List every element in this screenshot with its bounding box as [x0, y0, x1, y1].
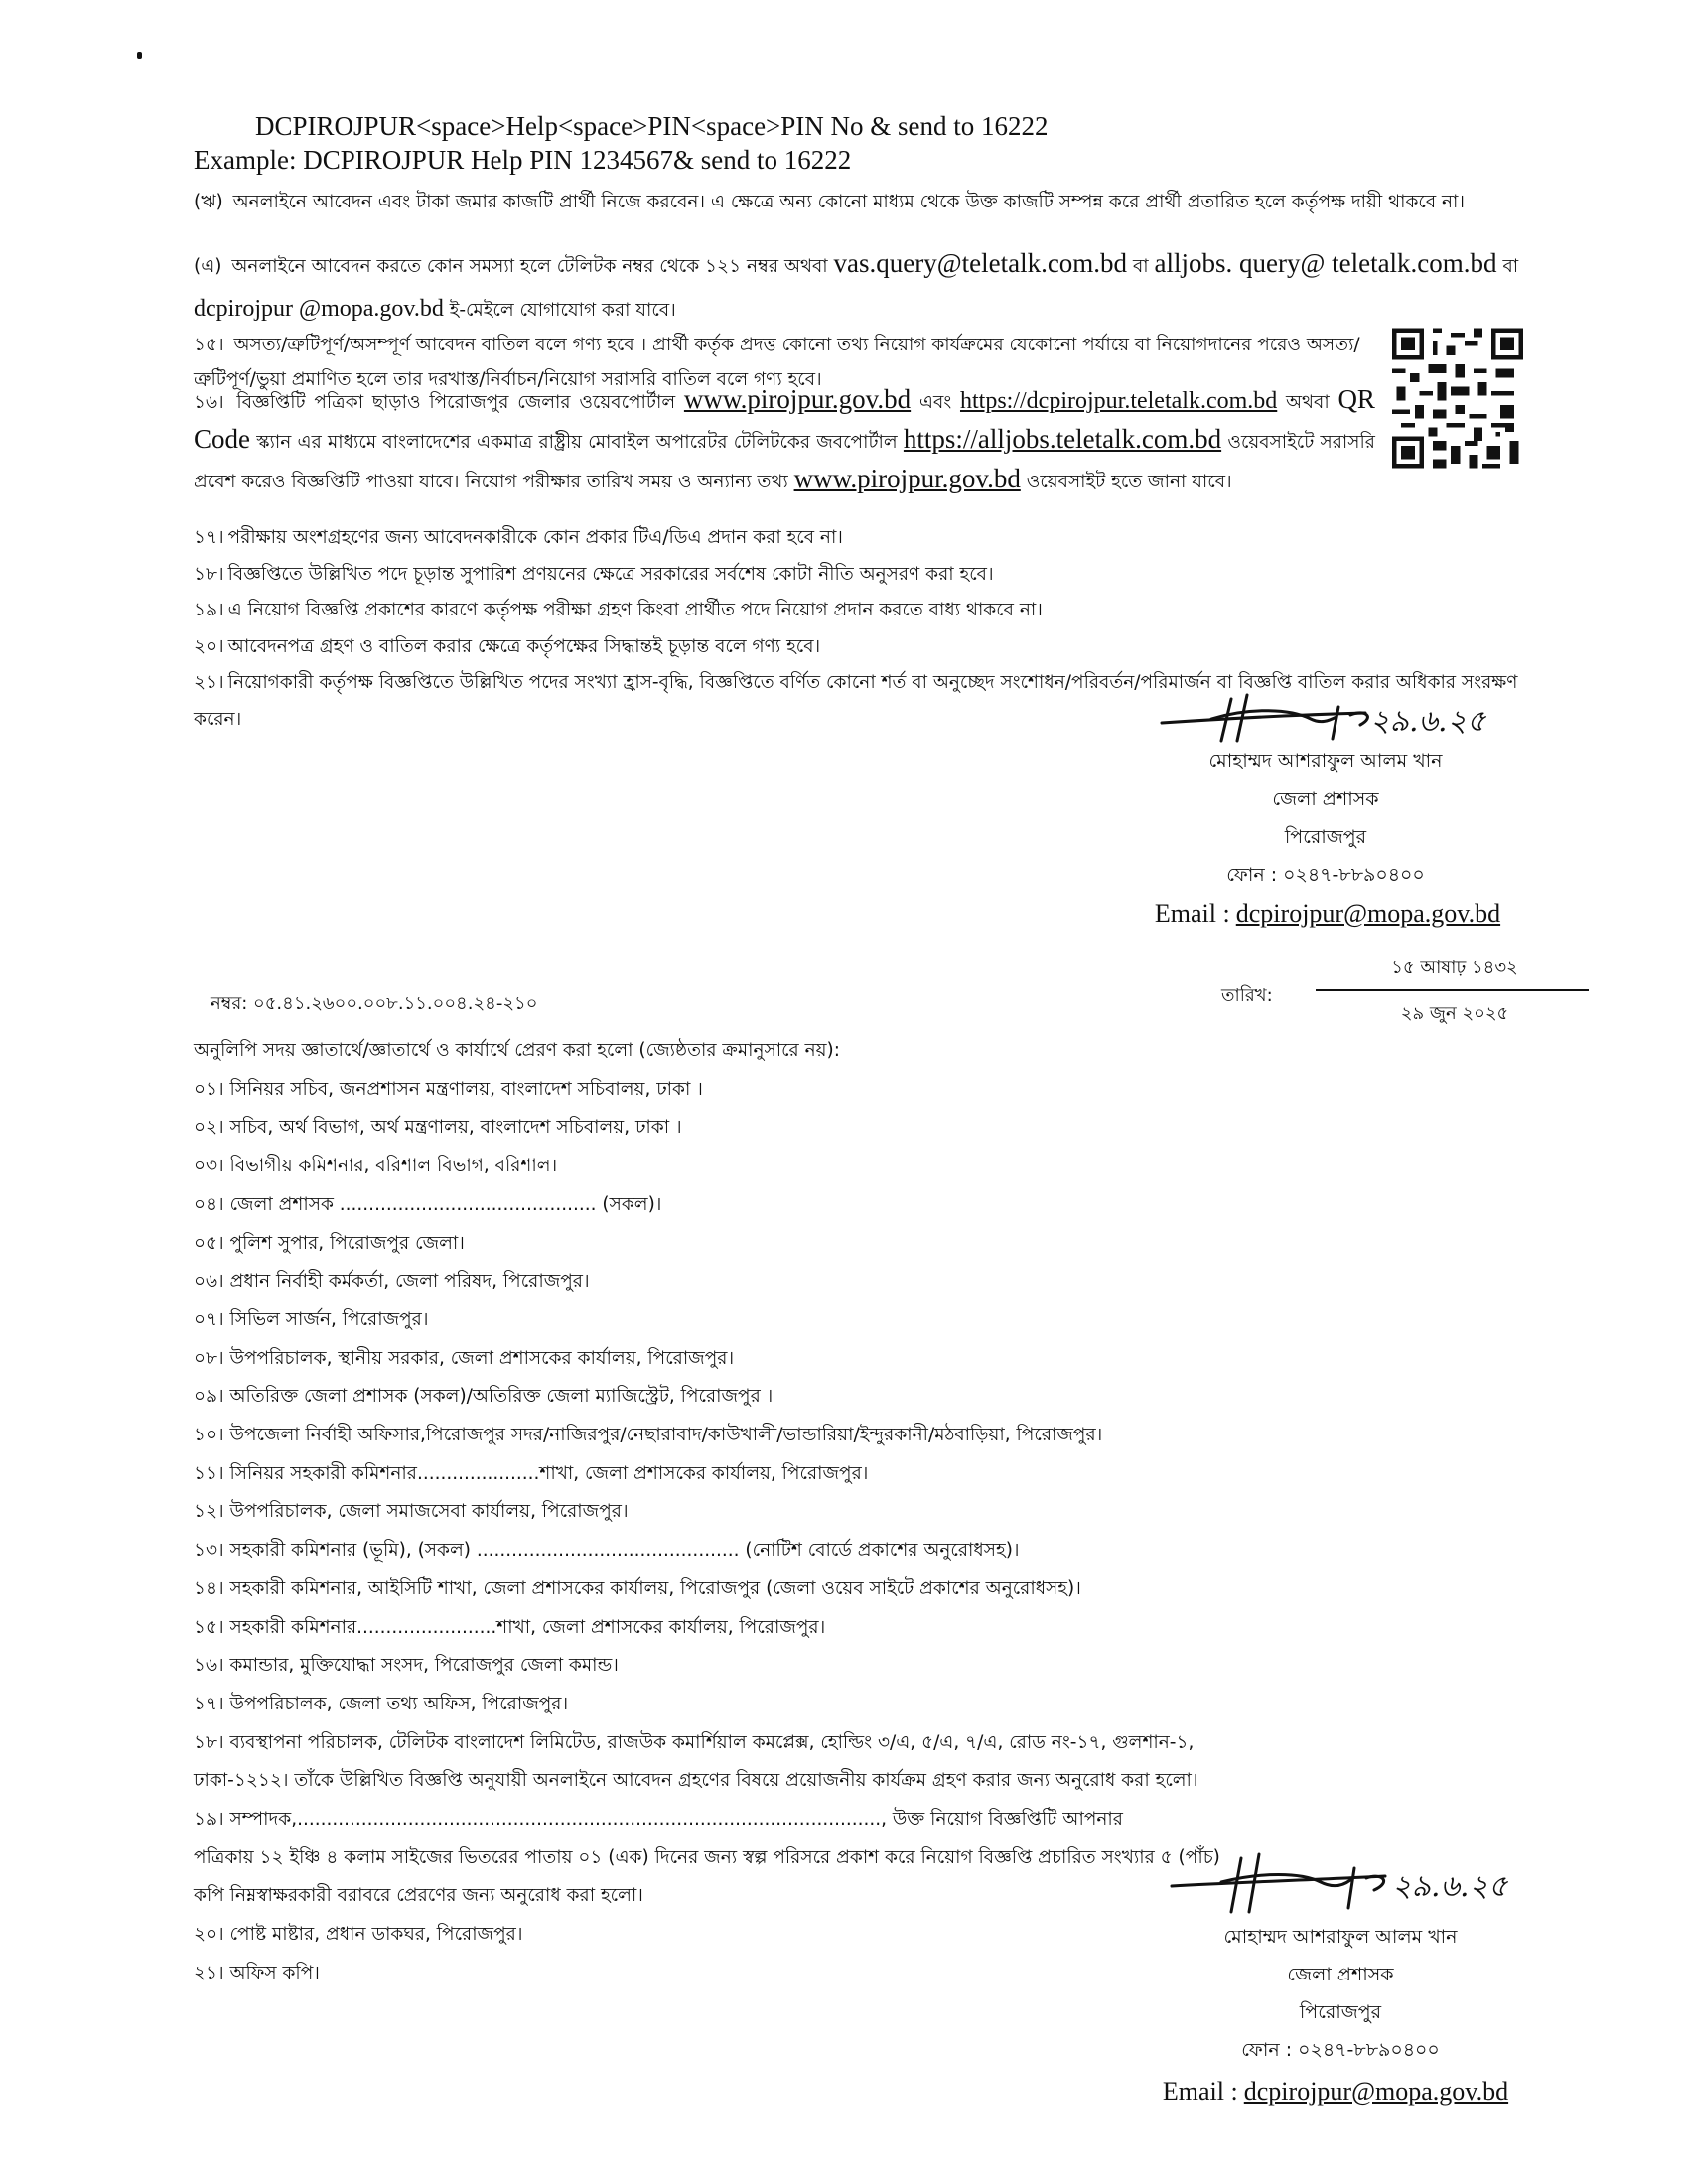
list-item: ১০। উপজেলা নির্বাহী অফিসার,পিরোজপুর সদর/নাজিরপুর/নেছারাবাদ/কাউখালী/ভান্ডারিয়া/ইন্দুরকানী/মঠবাড়িয়া, পিরোজপুর। [194, 1425, 1103, 1446]
item-21-text: নিয়োগকারী কর্তৃপক্ষ বিজ্ঞপ্তিতে উল্লিখিত পদের সংখ্যা হ্রাস-বৃদ্ধি, বিজ্ঞপ্তিতে বর্ণিত কোনো শর্ত বা অনুচ্ছেদ সংশোধন/পরিবর্তন/পরিমার্জন বা বিজ্ঞপ্তি বাতিল করার অধিকার সংরক্ষণ করেন। [194, 672, 1518, 730]
scan-dot [137, 52, 142, 59]
signatory-title: জেলা প্রশাসক [1272, 788, 1379, 810]
signatory-name: মোহাম্মদ আশরাফুল আলম খান [1223, 1926, 1458, 1948]
signatory-phone: ফোন : ০২৪৭-৮৮৯০৪০০ [1226, 864, 1425, 886]
list-item: ০৮। উপপরিচালক, স্থানীয় সরকার, জেলা প্রশাসকের কার্যালয়, পিরোজপুর। [194, 1347, 735, 1369]
item-20 [194, 629, 1584, 666]
alljobs-email[interactable]: alljobs. query@ teletalk.com.bd [1154, 248, 1497, 278]
signature-1-email-row [1104, 895, 1551, 935]
list-item: ০৪। জেলা প্রশাসক ............................................ (সকল)। [194, 1193, 662, 1215]
signature-1-date: ২৯.৬.২৫ [1370, 704, 1486, 739]
list-item: ১২। উপপরিচালক, জেলা সমাজসেবা কার্যালয়, পিরোজপুর। [194, 1501, 629, 1523]
sms-format-line: DCPIROJPUR<space>Help<space>PIN<space>PIN No & send to 16222 [255, 111, 1049, 141]
item-18 [194, 557, 1584, 594]
email-label: Email : [1154, 899, 1230, 928]
list-item: ১৪। সহকারী কমিশনার, আইসিটি শাখা, জেলা প্রশাসকের কার্যালয়, পিরোজপুর (জেলা ওয়েব সাইটে প্রকাশের অনুরোধসহ)। [194, 1577, 1081, 1599]
or-text-1: বা [1132, 256, 1149, 277]
sms-example-line: Example: DCPIROJPUR Help PIN 1234567& send to 16222 [194, 145, 852, 175]
list-item: ০৯। অতিরিক্ত জেলা প্রশাসক (সকল)/অতিরিক্ত জেলা ম্যাজিস্ট্রেট, পিরোজপুর । [194, 1386, 774, 1408]
item-16-number: ১৬। [194, 392, 224, 413]
list-item: ০৫। পুলিশ সুপার, পিরোজপুর জেলা। [194, 1232, 465, 1254]
alljobs-teletalk-link[interactable]: https://alljobs.teletalk.com.bd [903, 424, 1222, 454]
item-16-text-4: ওয়েবসাইটে সরাসরি প্রবেশ করেও বিজ্ঞপ্তিটি পাওয়া যাবে। নিয়োগ পরীক্ষার তারিখ সময় ও অন্যান্য তথ্য [194, 432, 1375, 492]
item-19-text: এ নিয়োগ বিজ্ঞপ্তি প্রকাশের কারণে কর্তৃপক্ষ পরীক্ষা গ্রহণ কিংবা প্রার্থীত পদে নিয়োগ প্রদান করতে বাধ্য থাকবে না। [227, 600, 1043, 620]
clause-c-text: অনলাইনে আবেদন করতে কোন সমস্যা হলে টেলিটক নম্বর থেকে ১২১ নম্বর অথবা [231, 256, 828, 277]
qr-code-label: QR Code [194, 384, 1375, 454]
signature-2-icon [1162, 1846, 1559, 1926]
item-16-text-5: ওয়েবসাইট হতে জানা যাবে। [1026, 472, 1232, 492]
list-item: ২১। অফিস কপি। [194, 1962, 320, 1983]
signatory-district: পিরোজপুর [1299, 2001, 1382, 2023]
email-label: Email : [1162, 2077, 1238, 2106]
or-text-2: বা [1502, 256, 1519, 277]
item-18-text: বিজ্ঞপ্তিতে উল্লিখিত পদে চূড়ান্ত সুপারিশ প্রণয়নের ক্ষেত্রে সরকারের সর্বশেষ কোটা নীতি অনুসরণ করা হবে। [227, 563, 994, 585]
signatory-email[interactable]: dcpirojpur@mopa.gov.bd [1235, 899, 1501, 928]
list-item: ১১। সিনিয়র সহকারী কমিশনার.....................শাখা, জেলা প্রশাসকের কার্যালয়, পিরোজপুর। [194, 1462, 869, 1484]
qr-code-icon[interactable] [1392, 328, 1523, 469]
list-item: ১৮। ব্যবস্থাপনা পরিচালক, টেলিটক বাংলাদেশ লিমিটেড, রাজউক কমার্শিয়াল কমপ্লেক্স, হোল্ডিং ৩/এ, ৫/এ, ৭/এ, রোড নং-১৭, গুলশান-১, [194, 1731, 1195, 1753]
pirojpur-website-link[interactable]: www.pirojpur.gov.bd [793, 464, 1021, 493]
signatory-name: মোহাম্মদ আশরাফুল আলম খান [1208, 751, 1443, 772]
list-item: ০৩। বিভাগীয় কমিশনার, বরিশাল বিভাগ, বরিশাল। [194, 1156, 558, 1177]
date-bangla: ১৫ আষাঢ় ১৪৩২ [1391, 957, 1518, 978]
memo-number: নম্বর: ০৫.৪১.২৬০০.০০৮.১১.০০৪.২৪-২১০ [211, 993, 538, 1014]
clause-c-number: (এ) [194, 256, 222, 277]
copy-list-intro: অনুলিপি সদয় জ্ঞাতার্থে/জ্ঞাতার্থে ও কার্যার্থে প্রেরণ করা হলো (জ্যেষ্ঠতার ক্রমানুসারে নয়): [194, 1040, 841, 1061]
item-19 [194, 593, 1584, 629]
item-16-text-2: অথবা [1286, 392, 1330, 413]
list-item: ০৬। প্রধান নির্বাহী কর্মকর্তা, জেলা পরিষদ, পিরোজপুর। [194, 1271, 590, 1293]
item-15-text: অসত্য/ত্রুটিপূর্ণ/অসম্পূর্ণ আবেদন বাতিল বলে গণ্য হবে । প্রার্থী কর্তৃক প্রদত্ত কোনো তথ্য নিয়োগ কার্যক্রমের যেকোনো পর্যায়ে বা নিয়োগদানের পরেও অসত্য/ত্রুটিপূর্ণ/ভুয়া প্রমাণিত হলে তার দরখাস্ত/নির্বাচন/নিয়োগ সরাসরি বাতিল বলে গণ্য হবে। [194, 335, 1360, 390]
list-item: ০২। সচিব, অর্থ বিভাগ, অর্থ মন্ত্রণালয়, বাংলাদেশ সচিবালয়, ঢাকা । [194, 1117, 682, 1139]
signature-2-date: ২৯.৬.২৫ [1392, 1869, 1508, 1904]
teletalk-vas-email[interactable]: vas.query@teletalk.com.bd [833, 248, 1128, 278]
item-21-number: ২১। [194, 672, 224, 693]
clause-c-tail: ই-মেইলে যোগাযোগ করা যাবে। [449, 300, 676, 321]
item-17 [194, 520, 1584, 557]
list-item: ১৫। সহকারী কমিশনার........................শাখা, জেলা প্রশাসকের কার্যালয়, পিরোজপুর। [194, 1616, 826, 1638]
signature-2-email-row [1107, 2073, 1564, 2113]
list-item: ১৩। সহকারী কমিশনার (ভূমি), (সকল) ............................................. (নোটিশ বোর্ডে প্রকাশের অনুরোধসহ)। [194, 1540, 1020, 1562]
list-item: পত্রিকায় ১২ ইঞ্চি ৪ কলাম সাইজের ভিতরের পাতায় ০১ (এক) দিনের জন্য স্বল্প পরিসরে প্রকাশ করে নিয়োগ বিজ্ঞপ্তি প্রচারিত সংখ্যার ৫ (পাঁচ) [194, 1846, 1220, 1868]
item-20-number: ২০। [194, 635, 224, 657]
date-label: তারিখ: [1221, 985, 1273, 1006]
list-item: কপি নিম্নস্বাক্ষরকারী বরাবরে প্রেরণের জন্য অনুরোধ করা হলো। [194, 1885, 643, 1907]
item-19-number: ১৯। [194, 600, 224, 620]
signatory-phone: ফোন : ০২৪৭-৮৮৯০৪০০ [1241, 2039, 1440, 2061]
item-16 [194, 381, 1375, 500]
dcpirojpur-teletalk-link[interactable]: https://dcpirojpur.teletalk.com.bd [959, 388, 1278, 414]
signature-2-block [1142, 1918, 1539, 2069]
clause-b [194, 185, 1544, 219]
signatory-district: পিরোজপুর [1284, 826, 1367, 848]
list-item: ২০। পোষ্ট মাষ্টার, প্রধান ডাকঘর, পিরোজপুর। [194, 1924, 523, 1946]
item-16-text-3: স্ক্যান এর মাধ্যমে বাংলাদেশের একমাত্র রাষ্ট্রীয় মোবাইল অপারেটর টেলিটকের জবপোর্টাল [256, 432, 898, 453]
list-item: ০৭। সিভিল সার্জন, পিরোজপুর। [194, 1308, 429, 1330]
signatory-email[interactable]: dcpirojpur@mopa.gov.bd [1243, 2077, 1509, 2106]
signatory-title: জেলা প্রশাসক [1287, 1964, 1394, 1985]
list-item: ১৭। উপপরিচালক, জেলা তথ্য অফিস, পিরোজপুর। [194, 1693, 569, 1714]
item-20-text: আবেদনপত্র গ্রহণ ও বাতিল করার ক্ষেত্রে কর্তৃপক্ষের সিদ্ধান্তই চূড়ান্ত বলে গণ্য হবে। [227, 635, 821, 657]
date-divider [1316, 989, 1589, 991]
list-item: ঢাকা-১২১২। তাঁকে উল্লিখিত বিজ্ঞপ্তি অনুযায়ী অনলাইনে আবেদন গ্রহণের বিষয়ে প্রয়োজনীয় কার্যক্রম গ্রহণ করার জন্য অনুরোধ করা হলো। [194, 1770, 1198, 1792]
clause-b-text: অনলাইনে আবেদন এবং টাকা জমার কাজটি প্রার্থী নিজে করবেন। এ ক্ষেত্রে অন্য কোনো মাধ্যম থেকে উক্ত কাজটি সম্পন্ন করে প্রার্থী প্রতারিত হলে কর্তৃপক্ষ দায়ী থাকবে না। [232, 192, 1466, 212]
signature-1-block [1142, 743, 1509, 893]
item-16-text-1: বিজ্ঞপ্তিটি পত্রিকা ছাড়াও পিরোজপুর জেলার ওয়েবপোর্টাল [236, 392, 676, 413]
item-17-number: ১৭। [194, 527, 224, 548]
dc-email[interactable]: dcpirojpur @mopa.gov.bd [194, 296, 444, 322]
date-english: ২৯ জুন ২০২৫ [1400, 1003, 1509, 1024]
item-15-number: ১৫। [194, 335, 224, 355]
item-18-number: ১৮। [194, 563, 224, 585]
clause-b-number: (ঋ) [194, 192, 223, 212]
pirojpur-portal-link[interactable]: www.pirojpur.gov.bd [683, 384, 912, 414]
and-text: এবং [918, 392, 952, 413]
clause-c [194, 242, 1544, 332]
list-item: ০১। সিনিয়র সচিব, জনপ্রশাসন মন্ত্রণালয়, বাংলাদেশ সচিবালয়, ঢাকা । [194, 1078, 703, 1100]
list-item: ১৯। সম্পাদক,...................................................................................................., উক্ত নিয়োগ বিজ্ঞপ্তিটি আপনার [194, 1809, 1123, 1831]
list-item: ১৬। কমান্ডার, মুক্তিযোদ্ধা সংসদ, পিরোজপুর জেলা কমান্ড। [194, 1655, 619, 1677]
item-17-text: পরীক্ষায় অংশগ্রহণের জন্য আবেদনকারীকে কোন প্রকার টিএ/ডিএ প্রদান করা হবে না। [227, 527, 843, 548]
signature-1-icon [1152, 679, 1529, 749]
